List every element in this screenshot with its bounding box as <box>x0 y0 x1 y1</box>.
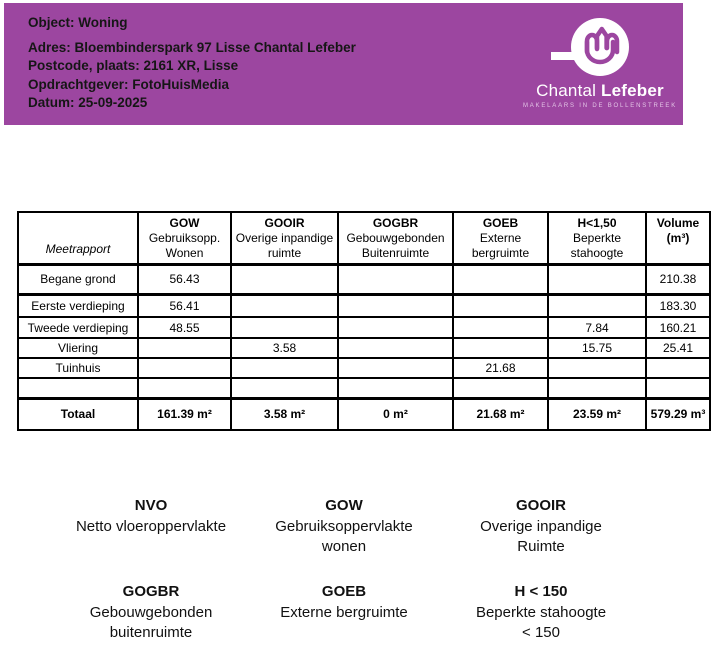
logo-name-bold: Lefeber <box>601 81 664 100</box>
cell-goeb <box>453 317 548 338</box>
cell-goeb <box>453 264 548 294</box>
table-row-vliering <box>18 338 710 358</box>
cell-label: Tweede verdieping <box>18 317 138 338</box>
object-line: Object: Woning <box>28 15 128 30</box>
cell-h150: 15.75 <box>548 338 646 358</box>
table-row-eerste-verdieping <box>18 294 710 317</box>
legend-h150: H < 150 Beperkte stahoogte < 150 <box>475 583 607 641</box>
cell-volume: 160.21 <box>646 317 710 338</box>
cell-volume <box>646 358 710 378</box>
cell-gow <box>138 378 231 398</box>
cell-gogbr <box>338 338 453 358</box>
cell-label: Tuinhuis <box>18 358 138 378</box>
cell-label: Totaal <box>18 398 138 430</box>
table-row-totaal <box>18 398 710 430</box>
cell-goeb <box>453 378 548 398</box>
corner-cell-meetrapport: Meetrapport <box>18 212 138 264</box>
cell-volume: 25.41 <box>646 338 710 358</box>
table-row-begane-grond <box>18 264 710 294</box>
logo-name-regular: Chantal <box>536 81 602 100</box>
cell-gooir: 3.58 <box>231 338 338 358</box>
table-row-empty <box>18 378 710 398</box>
col-header-gooir: GOOIR Overige inpandige ruimte <box>231 212 338 264</box>
col-header-goeb: GOEB Externe bergruimte <box>453 212 548 264</box>
cell-h150 <box>548 264 646 294</box>
cell-h150 <box>548 378 646 398</box>
table-header-row <box>18 212 710 264</box>
cell-gogbr <box>338 264 453 294</box>
cell-gow: 56.43 <box>138 264 231 294</box>
logo-tagline: MAKELAARS IN DE BOLLENSTREEK <box>522 103 678 109</box>
legend-gogbr: GOGBR Gebouwgebonden buitenruimte <box>89 583 213 641</box>
datum-line: Datum: 25-09-2025 <box>28 95 148 110</box>
tulip-icon <box>524 16 676 78</box>
opdrachtgever-line: Opdrachtgever: FotoHuisMedia <box>28 76 230 92</box>
cell-gogbr: 0 m² <box>338 398 453 430</box>
cell-h150: 7.84 <box>548 317 646 338</box>
cell-label <box>18 378 138 398</box>
cell-gow: 161.39 m² <box>138 398 231 430</box>
cell-goeb: 21.68 <box>453 358 548 378</box>
cell-gow: 56.41 <box>138 294 231 317</box>
cell-volume <box>646 378 710 398</box>
cell-goeb <box>453 294 548 317</box>
legend-gow: GOW Gebruiksoppervlakte wonen <box>275 497 413 555</box>
cell-gogbr <box>338 378 453 398</box>
legend-gooir: GOOIR Overige inpandige Ruimte <box>480 497 602 555</box>
cell-gooir <box>231 378 338 398</box>
cell-label: Eerste verdieping <box>18 294 138 317</box>
postcode-line: Postcode, plaats: 2161 XR, Lisse <box>28 58 239 73</box>
cell-gow <box>138 338 231 358</box>
col-header-gogbr: GOGBR Gebouwgebonden Buitenruimte <box>338 212 453 264</box>
cell-gooir <box>231 317 338 338</box>
adres-line: Adres: Bloembinderspark 97 Lisse Chantal Lefeber <box>28 39 356 55</box>
legend-goeb: GOEB Externe bergruimte <box>280 583 408 621</box>
cell-gooir <box>231 264 338 294</box>
cell-label: Vliering <box>18 338 138 358</box>
cell-gow: 48.55 <box>138 317 231 338</box>
cell-gogbr <box>338 358 453 378</box>
cell-volume: 183.30 <box>646 294 710 317</box>
cell-goeb <box>453 338 548 358</box>
logo-name <box>520 81 680 100</box>
cell-goeb: 21.68 m² <box>453 398 548 430</box>
cell-label: Begane grond <box>18 264 138 294</box>
cell-gogbr <box>338 317 453 338</box>
cell-gooir: 3.58 m² <box>231 398 338 430</box>
cell-h150: 23.59 m² <box>548 398 646 430</box>
header-band <box>4 3 683 125</box>
col-header-h150: H<1,50 Beperkte stahoogte <box>548 212 646 264</box>
table-row-tuinhuis <box>18 358 710 378</box>
cell-h150 <box>548 294 646 317</box>
cell-gogbr <box>338 294 453 317</box>
cell-volume: 579.29 m³ <box>646 398 710 430</box>
cell-gow <box>138 358 231 378</box>
cell-gooir <box>231 294 338 317</box>
legend-nvo: NVO Netto vloeroppervlakte <box>75 497 227 535</box>
cell-h150 <box>548 358 646 378</box>
col-header-gow: GOW Gebruiksopp. Wonen <box>138 212 231 264</box>
cell-volume: 210.38 <box>646 264 710 294</box>
col-header-volume: Volume (m³) <box>646 212 710 264</box>
cell-gooir <box>231 358 338 378</box>
chantal-lefeber-logo <box>520 16 680 109</box>
property-info <box>28 14 356 113</box>
measurement-table <box>17 211 711 431</box>
meetrapport-table <box>17 211 711 431</box>
table-row-tweede-verdieping <box>18 317 710 338</box>
